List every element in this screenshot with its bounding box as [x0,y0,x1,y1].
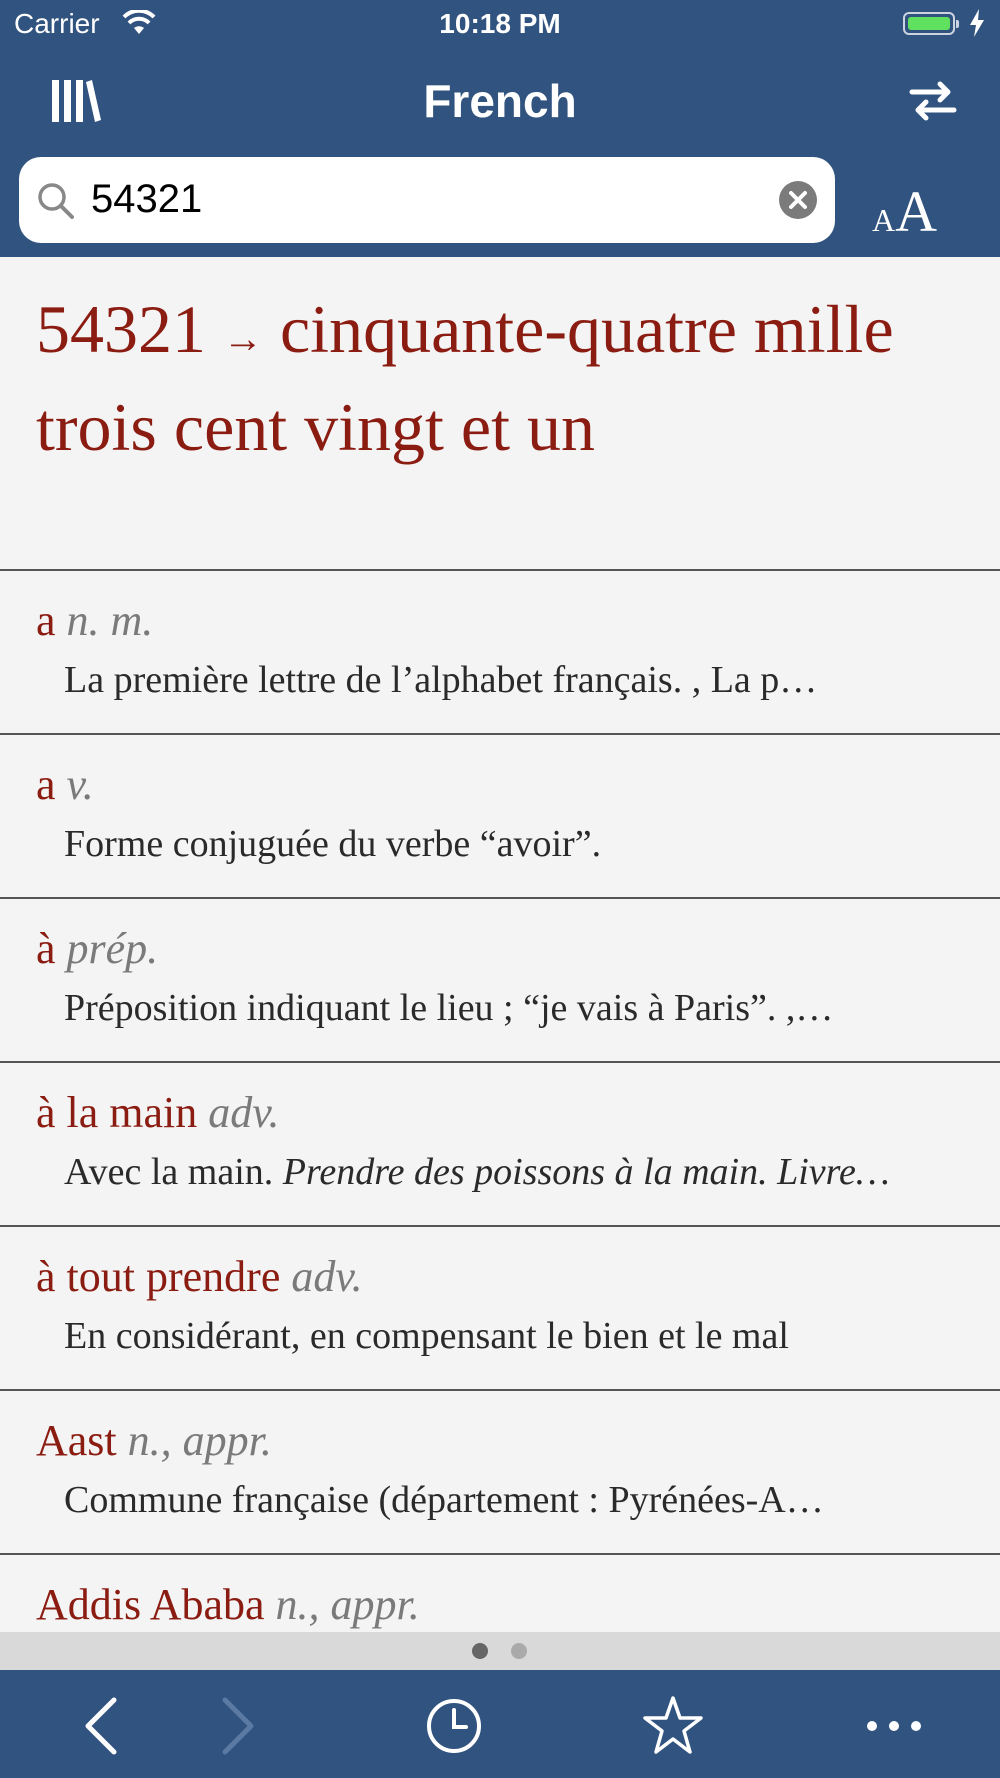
clock: 10:18 PM [439,8,561,39]
carrier-label: Carrier [14,8,100,39]
list-item[interactable] [0,899,1000,1063]
search-icon [36,181,76,226]
definition-text: Avec la main. [64,1151,274,1193]
list-item[interactable] [0,1555,1000,1632]
arrow-icon: → [223,316,263,361]
definition: En considérant, en compensant le bien et le mal [64,1315,789,1357]
chevron-right-icon [205,1694,269,1758]
definition: La première lettre de l’alphabet français. , La p… [64,659,818,701]
font-size-large-label: A [895,179,937,244]
definition: Forme conjuguée du verbe “avoir”. [64,823,602,865]
forward-button[interactable] [205,1694,269,1758]
font-size-button[interactable] [872,178,937,245]
list-item[interactable] [0,1063,1000,1227]
list-item[interactable] [0,735,1000,899]
headword: à la main [36,1088,198,1137]
part-of-speech: adv. [208,1088,280,1137]
part-of-speech: v. [66,760,94,809]
back-button[interactable] [70,1694,134,1758]
font-size-small-label: A [872,202,896,238]
results-list[interactable] [0,257,1000,1632]
part-of-speech: n., appr. [275,1580,420,1629]
list-item[interactable] [0,1391,1000,1555]
charging-icon [968,9,986,44]
headword: a [36,596,56,645]
more-icon [862,1694,926,1758]
history-button[interactable] [422,1694,486,1758]
definition [64,1147,964,1197]
example-text: Prendre des poissons à la main. Livre… [282,1151,890,1193]
definition: Préposition indiquant le lieu ; “je vais à Paris”. ,… [64,987,834,1029]
clear-icon [779,181,817,219]
number-words: cinquante-quatre mille trois cent vingt et un [36,291,894,465]
clear-search-button[interactable] [779,181,817,219]
swap-language-button[interactable] [908,76,958,126]
search-input[interactable] [91,171,771,227]
definition: Commune française (département : Pyrénées-A… [64,1479,824,1521]
headword: Aast [36,1416,117,1465]
favorites-button[interactable] [641,1694,705,1758]
search-field[interactable] [19,157,835,243]
part-of-speech: adv. [291,1252,363,1301]
chevron-left-icon [70,1694,134,1758]
page-indicator[interactable] [0,1632,1000,1670]
number-value: 54321 [36,291,206,367]
headword: à [36,924,56,973]
headword: Addis Ababa [36,1580,265,1629]
page-dot[interactable] [511,1643,527,1659]
swap-arrows-icon [908,76,958,126]
part-of-speech: n. m. [66,596,154,645]
page-title: French [423,75,577,127]
clock-icon [422,1694,486,1758]
number-conversion-result[interactable] [0,257,1000,571]
page-dot-active[interactable] [472,1643,488,1659]
headword: à tout prendre [36,1252,281,1301]
list-item[interactable] [0,1227,1000,1391]
navigation-bar [0,0,1000,257]
battery-icon [903,12,955,35]
star-icon [641,1694,705,1758]
headword: a [36,760,56,809]
status-bar [0,0,1000,50]
more-button[interactable] [862,1694,926,1758]
bottom-toolbar [0,1670,1000,1778]
list-item[interactable] [0,571,1000,735]
part-of-speech: n., appr. [127,1416,272,1465]
part-of-speech: prép. [66,924,159,973]
